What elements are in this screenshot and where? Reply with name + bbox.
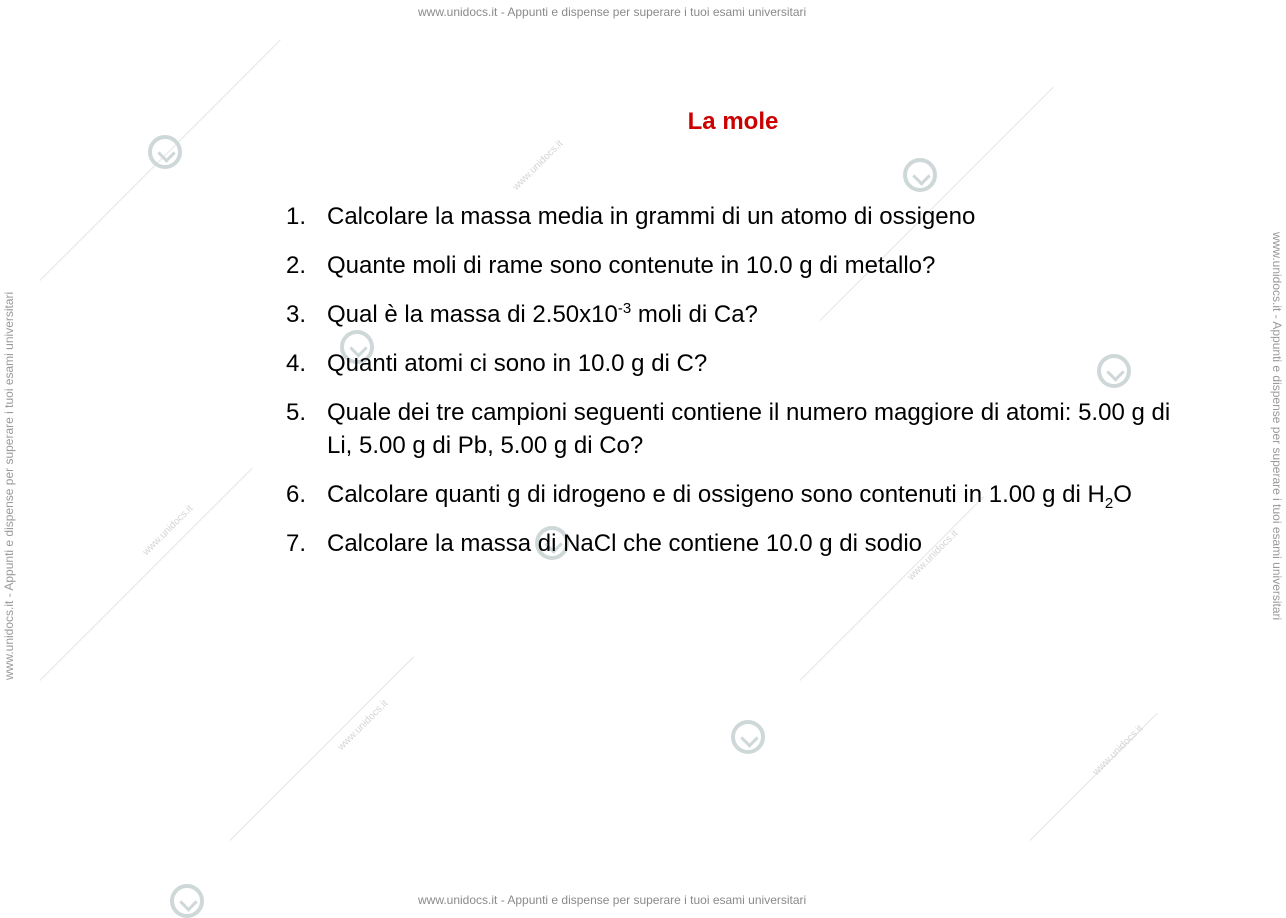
watermark-small-text: www.unidocs.it — [1090, 723, 1146, 778]
watermark-small-text: www.unidocs.it — [140, 503, 196, 558]
exercise-item — [282, 298, 1202, 331]
exercise-number: 1. — [286, 203, 307, 230]
page-title: La mole — [687, 108, 779, 135]
exercise-text: Calcolare la massa di NaCl che contiene 10.0 g di sodio — [327, 530, 922, 557]
watermark-line — [230, 656, 415, 841]
watermark-footer: www.unidocs.it - Appunti e dispense per superare i tuoi esami universitari — [418, 893, 807, 907]
exercise-text: Quale dei tre campioni seguenti contiene il numero maggiore di atomi: 5.00 g di Li, 5.00 g di Pb, 5.00 g di Co? — [327, 399, 1171, 459]
exercise-item — [282, 478, 1202, 511]
exercise-number: 3. — [286, 301, 307, 328]
watermark-line — [40, 468, 253, 681]
watermark-right: www.unidocs.it - Appunti e dispense per superare i tuoi esami universitari — [1270, 232, 1284, 621]
exercise-item — [282, 527, 1202, 560]
watermark-small-text: www.unidocs.it — [510, 138, 566, 193]
exercise-text: Calcolare quanti g di idrogeno e di ossigeno sono contenuti in 1.00 g di H — [327, 481, 1105, 508]
exercise-number: 7. — [286, 530, 307, 557]
exercise-item — [282, 396, 1202, 462]
watermark-small-text: www.unidocs.it — [335, 698, 391, 753]
exercise-item — [282, 200, 1202, 233]
exercise-number: 4. — [286, 350, 307, 377]
exercise-item — [282, 249, 1202, 282]
unidocs-logo-icon — [170, 884, 204, 918]
exercise-text: Qual è la massa di 2.50x10 — [327, 301, 618, 328]
exponent: -3 — [617, 300, 632, 317]
subscript: 2 — [1104, 495, 1114, 512]
exercise-number: 5. — [286, 399, 307, 426]
unidocs-logo-icon — [148, 135, 182, 169]
exercise-number: 2. — [286, 252, 307, 279]
exercise-list — [282, 200, 1202, 576]
exercise-text: Quante moli di rame sono contenute in 10.0 g di metallo? — [327, 252, 936, 279]
exercise-item — [282, 347, 1202, 380]
exercise-number: 6. — [286, 481, 307, 508]
exercise-text-end: O — [1113, 481, 1132, 508]
watermark-left: www.unidocs.it - Appunti e dispense per superare i tuoi esami universitari — [2, 291, 16, 680]
unidocs-logo-icon — [903, 158, 937, 192]
watermark-header: www.unidocs.it - Appunti e dispense per superare i tuoi esami universitari — [418, 5, 807, 19]
exercise-text-end: moli di Ca? — [631, 301, 758, 328]
exercise-text: Calcolare la massa media in grammi di un atomo di ossigeno — [327, 203, 976, 230]
watermark-small-text: www.unidocs.it — [905, 528, 961, 583]
unidocs-logo-icon — [731, 720, 765, 754]
exercise-text: Quanti atomi ci sono in 10.0 g di C? — [327, 350, 708, 377]
